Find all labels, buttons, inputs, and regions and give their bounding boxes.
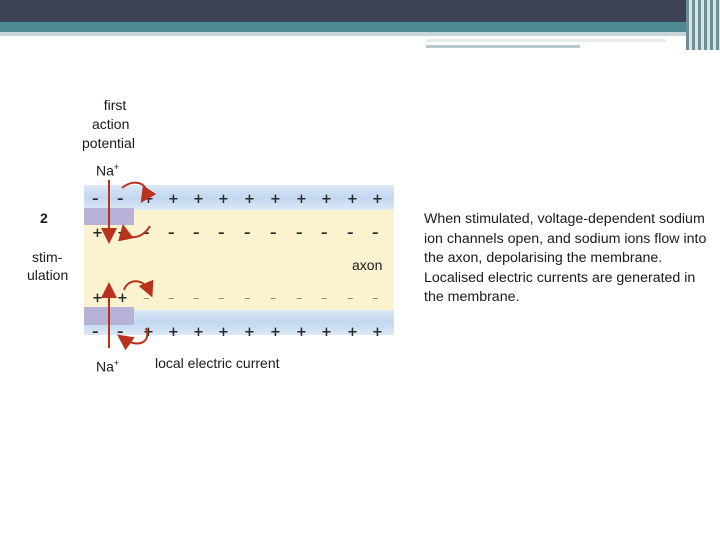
axon-label: axon	[352, 257, 383, 273]
svg-text:+: +	[92, 291, 103, 306]
svg-text:+: +	[296, 325, 307, 340]
na-ion-label-top: Na+	[96, 162, 120, 179]
svg-text:+: +	[168, 325, 179, 340]
svg-text:–: –	[92, 325, 99, 340]
svg-text:+: +	[321, 192, 332, 207]
first-action-potential-label-line3: potential	[82, 135, 135, 151]
svg-text:+: +	[117, 226, 128, 241]
description-text: When stimulated, voltage-dependent sodium ion channels open, and sodium ions flow into the axon, depolarising the membrane. Localised electric currents are generated in the membrane.	[424, 211, 707, 305]
svg-text:–: –	[218, 291, 225, 306]
svg-text:+: +	[270, 192, 281, 207]
first-action-potential-label-line2: action	[92, 116, 130, 132]
svg-text:+: +	[321, 325, 332, 340]
svg-text:+: +	[168, 192, 179, 207]
svg-text:+: +	[347, 192, 358, 207]
stimulation-label-line2: ulation	[27, 267, 69, 283]
svg-text:+: +	[270, 325, 281, 340]
svg-text:+: +	[193, 192, 204, 207]
svg-text:–: –	[117, 192, 124, 207]
svg-text:–: –	[168, 291, 175, 306]
svg-text:–: –	[347, 226, 354, 241]
step-number: 2	[40, 210, 48, 226]
first-action-potential-label: first	[103, 97, 127, 113]
svg-text:–: –	[321, 226, 328, 241]
svg-text:–: –	[270, 291, 277, 306]
svg-text:–: –	[143, 226, 150, 241]
svg-text:–: –	[143, 291, 150, 306]
svg-text:–: –	[372, 226, 379, 241]
svg-text:–: –	[218, 226, 225, 241]
svg-text:+: +	[193, 325, 204, 340]
svg-text:–: –	[244, 291, 251, 306]
svg-text:+: +	[372, 325, 383, 340]
na-ion-label-bottom: Na+	[96, 358, 120, 375]
svg-text:–: –	[117, 325, 124, 340]
svg-text:+: +	[92, 226, 103, 241]
svg-text:–: –	[321, 291, 328, 306]
svg-text:–: –	[270, 226, 277, 241]
svg-text:+: +	[244, 192, 255, 207]
svg-text:+: +	[218, 192, 229, 207]
svg-text:–: –	[193, 226, 200, 241]
svg-text:+: +	[143, 325, 154, 340]
stimulation-label-line1: stim-	[32, 249, 63, 265]
svg-text:–: –	[168, 226, 175, 241]
svg-text:+: +	[347, 325, 358, 340]
svg-text:+: +	[143, 192, 154, 207]
svg-text:–: –	[92, 192, 99, 207]
local-electric-current-label: local electric current	[155, 355, 280, 371]
svg-text:–: –	[296, 291, 303, 306]
svg-text:–: –	[347, 291, 354, 306]
svg-text:–: –	[372, 291, 379, 306]
svg-text:+: +	[296, 192, 307, 207]
svg-text:–: –	[193, 291, 200, 306]
svg-text:+: +	[117, 291, 128, 306]
svg-text:+: +	[218, 325, 229, 340]
svg-text:–: –	[244, 226, 251, 241]
svg-text:+: +	[244, 325, 255, 340]
svg-text:–: –	[296, 226, 303, 241]
svg-text:+: +	[372, 192, 383, 207]
